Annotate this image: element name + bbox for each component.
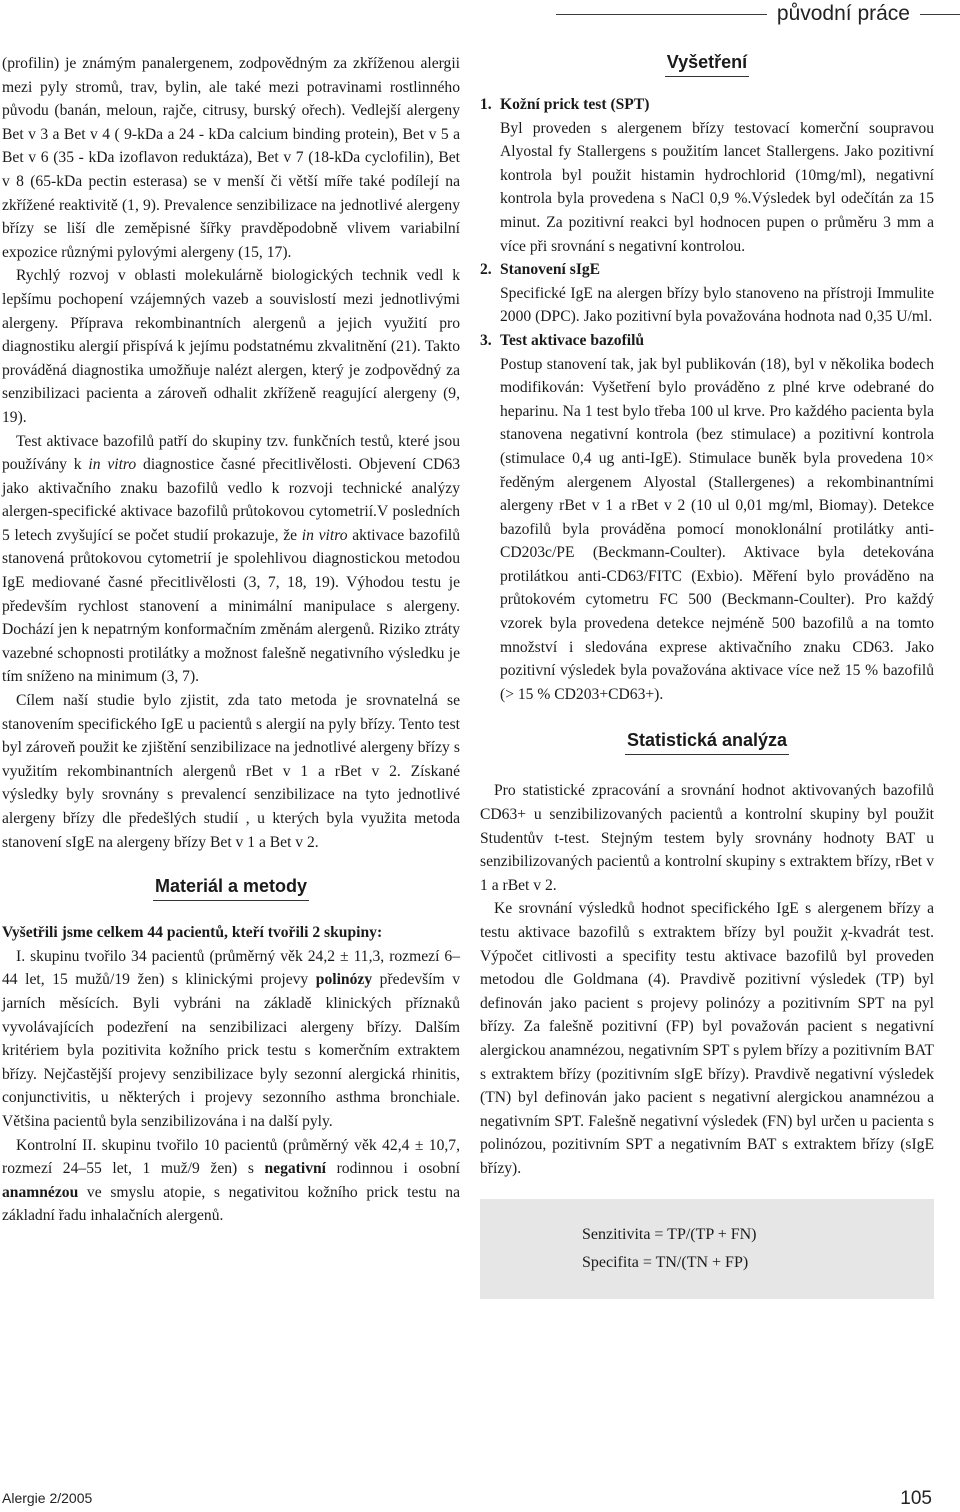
- stats-paragraph: Pro statistické zpracování a srovnání hodnot aktivovaných bazofilů CD63+ u senzibilizovaných pacientů a kontrolní skupiny byl použit Studentův t-test. Stejným testem byly srovnány hodnoty BAT u senzibilizovaných pacientů a kontrolní skupiny s extraktem břízy, rBet v 1 a rBet v 2.: [480, 782, 934, 894]
- techniques-paragraph: Rychlý rozvoj v oblasti molekulárně biologických technik vedl k lepšímu pochopení vzájemných vazeb a souvislostí mezi jednotlivými alergeny. Příprava rekombinantních alergenů a jejich využití pro diagnostiku alergií přispívá k jejímu podstatnému zkvalitnění (21). Takto prováděná diagnostika umožňuje nalézt alergen, který je zodpovědný za senzibilizaci pacienta a zároveň odhalit zkříženě reagující alergeny (9, 19).: [2, 267, 460, 426]
- exam-item-number: 2.: [480, 261, 492, 279]
- group-2-paragraph: Kontrolní II. skupinu tvořilo 10 pacientů (průměrný věk 42,4 ± 10,7, rozmezí 24–55 let, 1 muž/9 žen) s negativní rodinnou i osobní anamnézou ve smyslu atopie, s negativitou kožního prick testu na základní řadu inhalačních alergenů.: [2, 1136, 460, 1225]
- group-1-paragraph: I. skupinu tvořilo 34 pacientů (průměrný věk 24,2 ± 11,3, rozmezí 6–44 let, 15 mužů/19 žen) s klinickými projevy polinózy především v jarních měsících. Byli vybráni na základě klinických příznaků vyvolávajících podezření na senzibilizaci alergeny břízy. Dalším kritériem byla pozitivita kožního prick testu s komerčním extraktem břízy. Nejčastější projevy senzibilizace byly sezonní alergická rhinitis, conjunctivitis, u některých i projevy sezonního asthma bronchiale. Většina pacientů byla senzibilizována i na další pyly.: [2, 947, 460, 1130]
- page-number: 105: [900, 1488, 932, 1509]
- exam-item-text: Postup stanovení tak, jak byl publikován (18), byl v několika bodech modifikován: Vyšetření bylo prováděno z plné krve odebrané do heparinu. Na 1 test bylo třeba 100 ul krve. Pro každého pacienta byla stanovena negativní kontrola (bez stimulace) a pozitivní kontrola (stimulace 0,4 ug anti-IgE). Stimulace buněk byla provedena 10× ředěným alergenem Alyostal (Stallergenes) a rekombinantními alergeny rBet v 1 a rBet v 2 (10 ul 0,01 mg/ml, Biomay). Detekce bazofilů byla prováděna pomocí monoklonální protilátky anti-CD203c/PE (Beckmann-Coulter). Aktivace byla detekována protilátkou anti-CD63/FITC (Exbio). Měření bylo prováděno na průtokovém cytometru FC 500 (Beckmann-Coulter). Pro každý vzorek byla provedena detekce nejméně 500 bazofilů a na tomto množství i sledována exprese aktivačního znaku CD63. Jako pozitivní výsledek byla považována aktivace více než 15 % bazofilů (> 15 % CD203+CD63+).: [500, 355, 934, 703]
- exam-item: [480, 93, 934, 258]
- study-aim-paragraph: Cílem naší studie bylo zjistit, zda tato metoda je srovnatelná se stanovením specifického IgE u pacientů s alergií na pyly břízy. Tento test byl zároveň použit ke zjištění senzibilizace na jednotlivé alergeny břízy s využitím rekombinantních alergenů rBet v 1 a rBet v 2. Získané výsledky byly srovnány s prevalencí senzibilizace na tyto jednotlivé alergeny břízy dle předešlých studií , u kterých byla využita metoda stanovení sIgE na alergeny břízy Bet v 1 a Bet v 2.: [2, 692, 460, 851]
- journal-footer: Alergie 2/2005: [2, 1490, 93, 1506]
- exam-list: [480, 93, 934, 706]
- left-column: [2, 52, 460, 1228]
- stats-paragraph: Ke srovnání výsledků hodnot specifického IgE s alergenem břízy a testu aktivace bazofilů s extraktem břízy byl použit χ-kvadrát test. Výpočet citlivosti a specifity testu aktivace bazofilů byl proveden metodou dle Goldmana (4). Pravdivě pozitivní výsledek (TP) byl definován jako pacient s projevy polinózy a pozitivním SPT na pyl břízy. Za falešně pozitivní (FP) byl považován pacient s negativní alergickou anamnézou, negativním SPT s pylem břízy a pozitivním BAT s extraktem břízy (pozitivním sIgE břízy). Pravdivě negativní výsledek (TN) byl definován jako pacient s negativní alergickou anamnézou a negativním SPT. Falešně negativní výsledek (FN) byl určen u pacienta s polinózou, pozitivním SPT a negativním BAT s extraktem břízy (sIgE břízy).: [480, 900, 934, 1177]
- exam-item-title: Test aktivace bazofilů: [500, 331, 645, 349]
- methods-heading: Materiál a metody: [2, 876, 460, 901]
- exam-item-number: 3.: [480, 331, 492, 349]
- exam-item: [480, 258, 934, 329]
- exam-heading: Vyšetření: [480, 52, 934, 77]
- methods-lead: Vyšetřili jsme celkem 44 pacientů, kteří tvořili 2 skupiny:: [2, 924, 383, 942]
- intro-paragraph: (profilin) je známým panalergenem, zodpovědným za zkříženou alergii mezi pyly stromů, trav, bylin, ale také mezi potravinami rostlinného původu (banán, meloun, rajče, citrusy, burský ořech). Vedlejší alergeny Bet v 3 a Bet v 4 ( 9-kDa a 24 - kDa calcium binding protein), Bet v 5 a Bet v 6 (35 - kDa izoflavon reduktáza), Bet v 7 (18-kDa cyclofilin), Bet v 8 (65-kDa pectin esterasa) se v menší či větší míře také podílejí na zkřížené reaktivitě (1, 9). Prevalence senzibilizace na jednotlivé alergeny břízy se liší dle zeměpisné šířky pravděpodobně vlivem variabilní expozice různými pylovými alergeny (15, 17).: [2, 55, 460, 261]
- exam-item-text: Specifické IgE na alergen břízy bylo stanoveno na přístroji Immulite 2000 (DPC). Jako pozitivní byla považována hodnota nad 0,35 U/ml.: [500, 284, 934, 326]
- exam-item-title: Stanovení sIgE: [500, 261, 601, 279]
- exam-item-number: 1.: [480, 96, 492, 113]
- exam-item-text: Byl proveden s alergenem břízy testovací komerční soupravou Alyostal fy Stallergens s použitím lancet Stallergens. Jako pozitivní kontrola byl použit histamin hydrochlorid (10mg/ml), negativní kontrola byla provedena s NaCl 0,9 %.Výsledek byl odečítán za 15 minut. Za pozitivní reakci byl hodnocen pupen o průměru 3 mm a více při srovnání s negativní kontrolou.: [500, 119, 934, 255]
- right-column: [480, 52, 934, 1299]
- basophil-test-paragraph: Test aktivace bazofilů patří do skupiny tzv. funkčních testů, které jsou používány k in vitro diagnostice časné přecitlivělosti. Objevení CD63 jako aktivačního znaku bazofilů vedlo k rozvoji technické analýzy alergen-specifické aktivace bazofilů průtokovou cytometrií.V posledních 5 letech zvyšující se počet studií prokazuje, že in vitro aktivace bazofilů stanovená průtokovou cytometrií je spolehlivou diagnostickou metodou IgE mediované časné přecitlivělosti (3, 7, 18, 19). Výhodou testu je především rychlost stanovení a minimální manipulace s alergeny. Dochází jen k nepatrným konformačním změnám alergenů. Riziko ztráty vazebné schopnosti protilátky a možnost falešně negativního výsledku je tím sníženo na minimum (3, 7).: [2, 432, 460, 686]
- specificity-formula: Specifita = TN/(TN + FP): [582, 1253, 749, 1271]
- sensitivity-formula: Senzitivita = TP/(TP + FN): [582, 1225, 757, 1243]
- stats-heading: Statistická analýza: [480, 730, 934, 755]
- exam-item: [480, 329, 934, 707]
- formula-box: [480, 1199, 934, 1299]
- section-label: původní práce: [767, 2, 920, 26]
- exam-item-title: Kožní prick test (SPT): [500, 96, 650, 113]
